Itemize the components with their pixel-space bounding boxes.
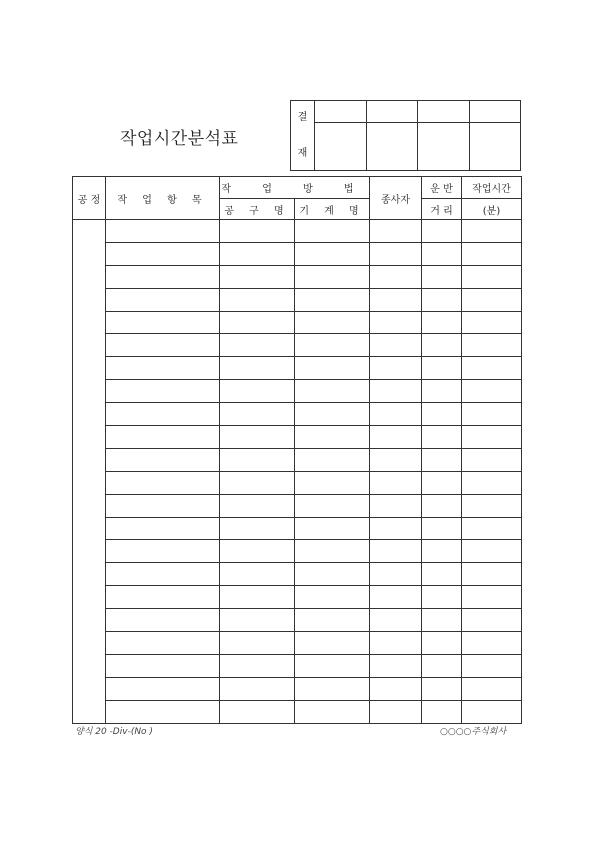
approval-label-bottom: 재 [297, 147, 308, 159]
machine-name-cell[interactable] [295, 403, 370, 426]
table-row [73, 403, 522, 426]
machine-name-cell[interactable] [295, 220, 370, 243]
worker-cell[interactable] [370, 609, 422, 632]
transport-distance-cell[interactable] [422, 242, 462, 265]
table-row [73, 563, 522, 586]
transport-distance-cell[interactable] [422, 380, 462, 403]
worker-cell[interactable] [370, 448, 422, 471]
transport-distance-cell[interactable] [422, 334, 462, 357]
work-item-cell[interactable] [106, 426, 220, 449]
worker-cell[interactable] [370, 426, 422, 449]
tool-name-cell[interactable] [220, 334, 295, 357]
transport-distance-cell[interactable] [422, 426, 462, 449]
approval-sign-cell[interactable] [315, 123, 367, 171]
work-item-cell[interactable] [106, 334, 220, 357]
work-time-cell[interactable] [462, 357, 522, 380]
machine-name-cell[interactable] [295, 517, 370, 540]
tool-name-cell[interactable] [220, 700, 295, 723]
header-machine-name: 기 계 명 [295, 199, 370, 220]
machine-name-cell[interactable] [295, 609, 370, 632]
work-time-cell[interactable] [462, 563, 522, 586]
work-item-cell[interactable] [106, 654, 220, 677]
header-work-method: 작 업 방 법 [220, 177, 370, 199]
header-time-bottom: (분) [462, 199, 522, 220]
work-time-cell[interactable] [462, 517, 522, 540]
table-row [73, 288, 522, 311]
transport-distance-cell[interactable] [422, 220, 462, 243]
company-name: ○○○○주식회사 [440, 727, 507, 737]
transport-distance-cell[interactable] [422, 517, 462, 540]
work-time-cell[interactable] [462, 426, 522, 449]
transport-distance-cell[interactable] [422, 677, 462, 700]
worker-cell[interactable] [370, 677, 422, 700]
machine-name-cell[interactable] [295, 311, 370, 334]
tool-name-cell[interactable] [220, 586, 295, 609]
work-item-cell[interactable] [106, 517, 220, 540]
machine-name-cell[interactable] [295, 380, 370, 403]
machine-name-cell[interactable] [295, 677, 370, 700]
table-row [73, 357, 522, 380]
machine-name-cell[interactable] [295, 494, 370, 517]
tool-name-cell[interactable] [220, 426, 295, 449]
table-row [73, 426, 522, 449]
tool-name-cell[interactable] [220, 311, 295, 334]
header-transport-top: 운 반 [422, 177, 462, 199]
work-time-cell[interactable] [462, 242, 522, 265]
tool-name-cell[interactable] [220, 471, 295, 494]
table-row [73, 471, 522, 494]
work-time-cell[interactable] [462, 220, 522, 243]
machine-name-cell[interactable] [295, 426, 370, 449]
transport-distance-cell[interactable] [422, 265, 462, 288]
table-row [73, 242, 522, 265]
approval-title-cell[interactable] [315, 101, 367, 123]
worker-cell[interactable] [370, 517, 422, 540]
transport-distance-cell[interactable] [422, 288, 462, 311]
work-item-cell[interactable] [106, 471, 220, 494]
work-time-cell[interactable] [462, 700, 522, 723]
transport-distance-cell[interactable] [422, 403, 462, 426]
work-item-cell[interactable] [106, 700, 220, 723]
work-time-cell[interactable] [462, 288, 522, 311]
work-item-cell[interactable] [106, 265, 220, 288]
work-item-cell[interactable] [106, 540, 220, 563]
work-time-cell[interactable] [462, 403, 522, 426]
tool-name-cell[interactable] [220, 677, 295, 700]
table-row [73, 677, 522, 700]
header-work-item: 작 업 항 목 [106, 177, 220, 220]
machine-name-cell[interactable] [295, 471, 370, 494]
work-time-cell[interactable] [462, 448, 522, 471]
tool-name-cell[interactable] [220, 494, 295, 517]
approval-box [290, 100, 521, 171]
machine-name-cell[interactable] [295, 700, 370, 723]
work-time-cell[interactable] [462, 654, 522, 677]
worker-cell[interactable] [370, 380, 422, 403]
form-code: 양식 20 -Div-(No ) [75, 727, 153, 737]
worker-cell[interactable] [370, 403, 422, 426]
worker-cell[interactable] [370, 334, 422, 357]
tool-name-cell[interactable] [220, 540, 295, 563]
machine-name-cell[interactable] [295, 357, 370, 380]
approval-sign-cell[interactable] [418, 123, 470, 171]
work-item-cell[interactable] [106, 288, 220, 311]
table-row [73, 494, 522, 517]
transport-distance-cell[interactable] [422, 494, 462, 517]
work-item-cell[interactable] [106, 220, 220, 243]
worker-cell[interactable] [370, 654, 422, 677]
table-row [73, 517, 522, 540]
work-time-cell[interactable] [462, 494, 522, 517]
table-row [73, 265, 522, 288]
document-title: 작업시간분석표 [120, 129, 239, 149]
work-item-cell[interactable] [106, 380, 220, 403]
machine-name-cell[interactable] [295, 563, 370, 586]
transport-distance-cell[interactable] [422, 654, 462, 677]
worker-cell[interactable] [370, 311, 422, 334]
work-item-cell[interactable] [106, 586, 220, 609]
work-item-cell[interactable] [106, 632, 220, 655]
table-row [73, 632, 522, 655]
transport-distance-cell[interactable] [422, 471, 462, 494]
machine-name-cell[interactable] [295, 265, 370, 288]
worker-cell[interactable] [370, 471, 422, 494]
work-item-cell[interactable] [106, 448, 220, 471]
tool-name-cell[interactable] [220, 242, 295, 265]
machine-name-cell[interactable] [295, 288, 370, 311]
approval-label [291, 101, 315, 171]
header-tool-name: 공 구 명 [220, 199, 295, 220]
tool-name-cell[interactable] [220, 220, 295, 243]
machine-name-cell[interactable] [295, 632, 370, 655]
work-item-cell[interactable] [106, 311, 220, 334]
machine-name-cell[interactable] [295, 448, 370, 471]
table-row [73, 334, 522, 357]
process-cell[interactable] [73, 220, 106, 724]
work-item-cell[interactable] [106, 242, 220, 265]
work-time-cell[interactable] [462, 334, 522, 357]
transport-distance-cell[interactable] [422, 540, 462, 563]
tool-name-cell[interactable] [220, 632, 295, 655]
table-row [73, 609, 522, 632]
machine-name-cell[interactable] [295, 654, 370, 677]
work-item-cell[interactable] [106, 609, 220, 632]
transport-distance-cell[interactable] [422, 632, 462, 655]
worker-cell[interactable] [370, 586, 422, 609]
transport-distance-cell[interactable] [422, 357, 462, 380]
worker-cell[interactable] [370, 288, 422, 311]
tool-name-cell[interactable] [220, 517, 295, 540]
work-time-cell[interactable] [462, 311, 522, 334]
approval-title-cell[interactable] [469, 101, 521, 123]
worker-cell[interactable] [370, 242, 422, 265]
work-item-cell[interactable] [106, 357, 220, 380]
tool-name-cell[interactable] [220, 380, 295, 403]
work-time-cell[interactable] [462, 609, 522, 632]
tool-name-cell[interactable] [220, 654, 295, 677]
approval-sign-cell[interactable] [469, 123, 521, 171]
approval-title-cell[interactable] [418, 101, 470, 123]
tool-name-cell[interactable] [220, 403, 295, 426]
tool-name-cell[interactable] [220, 448, 295, 471]
transport-distance-cell[interactable] [422, 609, 462, 632]
table-row [73, 311, 522, 334]
transport-distance-cell[interactable] [422, 311, 462, 334]
table-row [73, 700, 522, 723]
tool-name-cell[interactable] [220, 357, 295, 380]
worker-cell[interactable] [370, 540, 422, 563]
worker-cell[interactable] [370, 700, 422, 723]
transport-distance-cell[interactable] [422, 563, 462, 586]
header-worker: 종사자 [370, 177, 422, 220]
header-process: 공 정 [73, 177, 106, 220]
table-row [73, 654, 522, 677]
work-time-cell[interactable] [462, 677, 522, 700]
table-row [73, 380, 522, 403]
table-row [73, 586, 522, 609]
worker-cell[interactable] [370, 265, 422, 288]
work-time-cell[interactable] [462, 265, 522, 288]
work-time-cell[interactable] [462, 586, 522, 609]
table-row [73, 220, 522, 243]
transport-distance-cell[interactable] [422, 586, 462, 609]
work-item-cell[interactable] [106, 563, 220, 586]
header-transport-bottom: 거 리 [422, 199, 462, 220]
machine-name-cell[interactable] [295, 540, 370, 563]
work-time-cell[interactable] [462, 540, 522, 563]
worker-cell[interactable] [370, 632, 422, 655]
transport-distance-cell[interactable] [422, 700, 462, 723]
work-item-cell[interactable] [106, 494, 220, 517]
header-time-top: 작업시간 [462, 177, 522, 199]
worker-cell[interactable] [370, 357, 422, 380]
machine-name-cell[interactable] [295, 586, 370, 609]
work-time-cell[interactable] [462, 632, 522, 655]
work-item-cell[interactable] [106, 403, 220, 426]
table-row [73, 448, 522, 471]
machine-name-cell[interactable] [295, 242, 370, 265]
machine-name-cell[interactable] [295, 334, 370, 357]
table-row [73, 540, 522, 563]
work-time-analysis-table [72, 176, 522, 724]
worker-cell[interactable] [370, 220, 422, 243]
tool-name-cell[interactable] [220, 609, 295, 632]
worker-cell[interactable] [370, 494, 422, 517]
worker-cell[interactable] [370, 563, 422, 586]
approval-sign-cell[interactable] [366, 123, 418, 171]
approval-title-cell[interactable] [366, 101, 418, 123]
tool-name-cell[interactable] [220, 288, 295, 311]
approval-label-top: 결 [297, 111, 308, 123]
transport-distance-cell[interactable] [422, 448, 462, 471]
tool-name-cell[interactable] [220, 265, 295, 288]
tool-name-cell[interactable] [220, 563, 295, 586]
work-time-cell[interactable] [462, 380, 522, 403]
work-item-cell[interactable] [106, 677, 220, 700]
work-time-cell[interactable] [462, 471, 522, 494]
